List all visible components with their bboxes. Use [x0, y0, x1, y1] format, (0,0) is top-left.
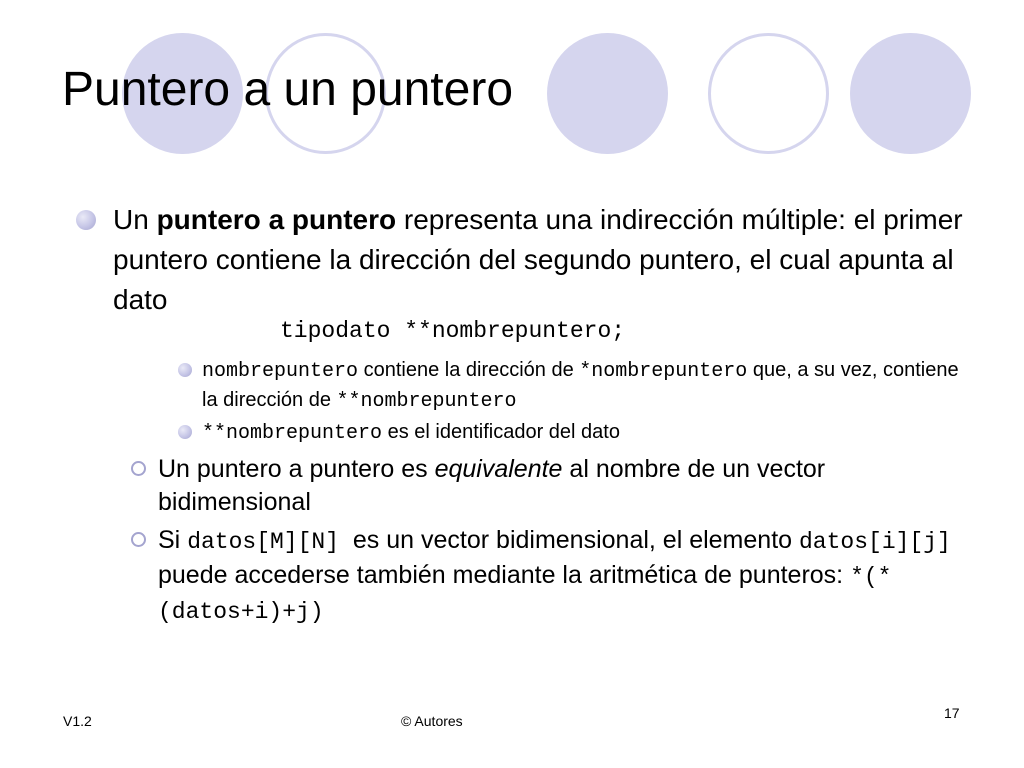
decor-circle-4	[708, 33, 829, 154]
bullet-dot-icon	[178, 425, 192, 439]
bold-term: puntero a puntero	[156, 204, 397, 235]
bullet-ring-icon	[131, 461, 146, 476]
code-declaration: tipodato **nombrepuntero;	[280, 318, 626, 344]
decor-circle-5	[850, 33, 971, 154]
point-2: Si datos[M][N] es un vector bidimensional, el elemento datos[i][j] puede accederse también mediante la aritmética de punteros: *(*(datos+i)+j)	[158, 524, 958, 629]
decor-circle-3	[547, 33, 668, 154]
point-1: Un puntero a puntero es equivalente al nombre de un vector bidimensional	[158, 453, 958, 519]
bullet-dot-icon	[178, 363, 192, 377]
footer-copyright: © Autores	[401, 713, 463, 729]
bullet-main: Un puntero a puntero representa una indirección múltiple: el primer puntero contiene la dirección del segundo puntero, el cual apunta al dato	[113, 200, 973, 320]
bullet-ring-icon	[131, 532, 146, 547]
bullet-dot-icon	[76, 210, 96, 230]
footer-version: V1.2	[63, 713, 92, 729]
subbullet-2: **nombrepuntero es el identificador del dato	[202, 418, 962, 448]
page-number: 17	[944, 705, 960, 721]
slide-title: Puntero a un puntero	[62, 63, 514, 116]
subbullet-1: nombrepuntero contiene la dirección de *nombrepuntero que, a su vez, contiene la dirección de **nombrepuntero	[202, 356, 962, 416]
emphasis-term: equivalente	[434, 455, 563, 483]
